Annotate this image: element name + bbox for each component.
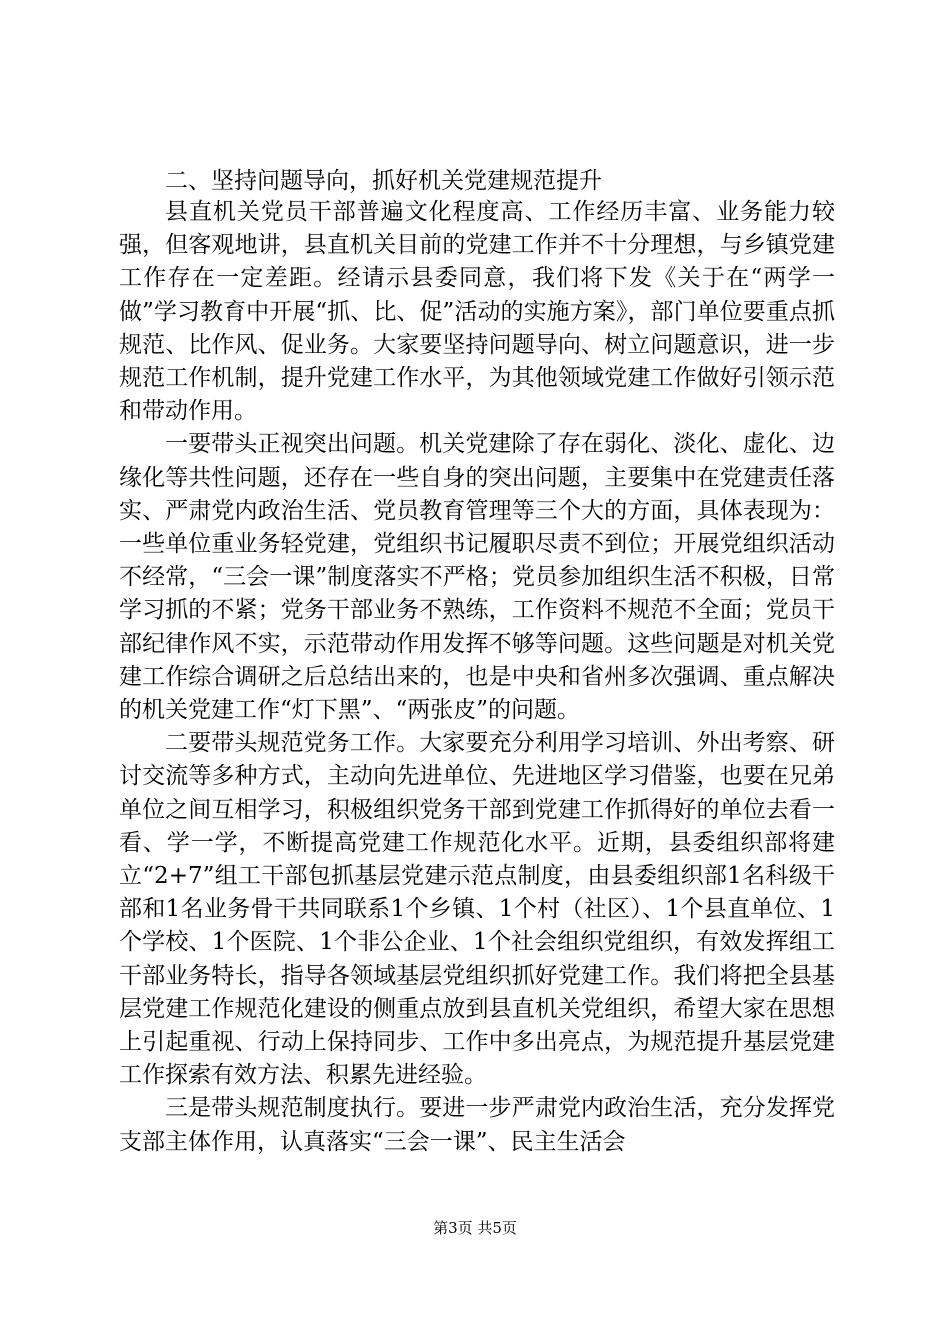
document-body [119, 166, 835, 1159]
paragraph-point-one: 一要带头正视突出问题。机关党建除了存在弱化、淡化、虚化、边缘化等共性问题，还存在一些自身的突出问题，主要集中在党建责任落实、严肃党内政治生活、党员教育管理等三个大的方面，具体表现为：一些单位重业务轻党建，党组织书记履职尽责不到位；开展党组织活动不经常，“三会一课”制度落实不严格；党员参加组织生活不积极，日常学习抓的不紧；党务干部业务不熟练，工作资料不规范不全面；党员干部纪律作风不实，示范带动作用发挥不够等问题。这些问题是对机关党建工作综合调研之后总结出来的，也是中央和省州多次强调、重点解决的机关党建工作“灯下黑”、“两张皮”的问题。 [119, 431, 835, 724]
section-heading: 二、坚持问题导向，抓好机关党建规范提升 [165, 168, 602, 194]
page-footer [0, 1218, 950, 1238]
paragraph-point-two: 二要带头规范党务工作。大家要充分利用学习培训、外出考察、研讨交流等多种方式，主动向先进单位、先进地区学习借鉴，也要在兄弟单位之间互相学习，积极组织党务干部到党建工作抓得好的单位去看一看、学一学，不断提高党建工作规范化水平。近期，县委组织部将建立“2+7”组工干部包抓基层党建示范点制度，由县委组织部1名科级干部和1名业务骨干共同联系1个乡镇、1个村（社区）、1个县直单位、1个学校、1个医院、1个非公企业、1个社会组织党组织，有效发挥组工干部业务特长，指导各领域基层党组织抓好党建工作。我们将把全县基层党建工作规范化建设的侧重点放到县直机关党组织，希望大家在思想上引起重视、行动上保持同步、工作中多出亮点，为规范提升基层党建工作探索有效方法、积累先进经验。 [119, 730, 835, 1089]
page-number: 第3页 [433, 1219, 473, 1237]
page-total: 共5页 [477, 1219, 517, 1237]
paragraph-point-three: 三是带头规范制度执行。要进一步严肃党内政治生活，充分发挥党支部主体作用，认真落实“三会一课”、民主生活会 [119, 1095, 835, 1155]
paragraph-intro: 县直机关党员干部普遍文化程度高、工作经历丰富、业务能力较强，但客观地讲，县直机关目前的党建工作并不十分理想，与乡镇党建工作存在一定差距。经请示县委同意，我们将下发《关于在“两学一做”学习教育中开展“抓、比、促”活动的实施方案》，部门单位要重点抓规范、比作风、促业务。大家要坚持问题导向、树立问题意识，进一步规范工作机制，提升党建工作水平，为其他领域党建工作做好引领示范和带动作用。 [119, 199, 835, 425]
